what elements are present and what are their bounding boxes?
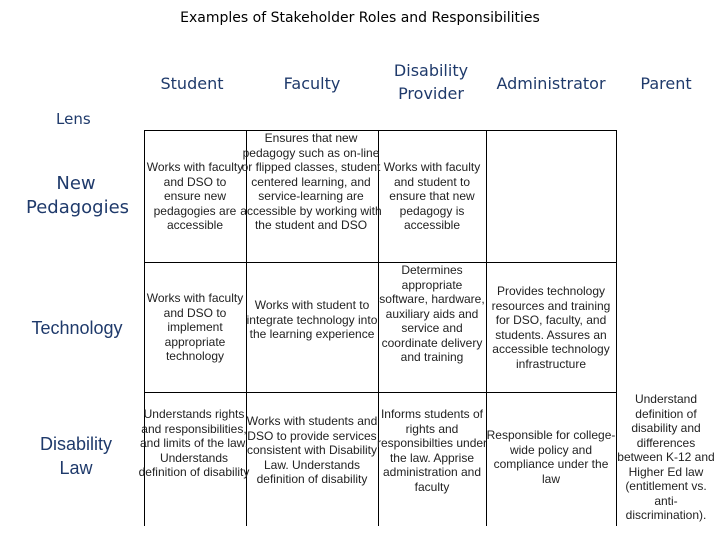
column-header-student: Student	[160, 74, 224, 93]
column-header-administrator: Administrator	[496, 74, 606, 93]
row-header-technology: Technology	[31, 318, 123, 338]
row-header-new-pedagogies: New Pedagogies	[26, 173, 130, 218]
cell-new-pedagogies-faculty: Ensures that new pedagogy such as on-line or flipped classes, student centered learning, and service-learning are accessible by working with the student and DSO	[240, 131, 382, 232]
column-header-disability-provider: Disability Provider	[393, 61, 469, 103]
cell-technology-student: Works with faculty and DSO to implement appropriate technology	[146, 291, 244, 363]
page-title: Examples of Stakeholder Roles and Responsibilities	[180, 10, 540, 26]
grid-line	[144, 392, 616, 393]
cell-disability-law-disability-provider: Informs students of rights and responsibilties under the law. Apprise administration and faculty	[376, 407, 488, 494]
cell-technology-administrator: Provides technology resources and training for DSO, faculty, and students. Assures an accessible technology infrastructure	[491, 284, 611, 371]
lens-label: Lens	[56, 110, 91, 128]
cell-new-pedagogies-disability-provider: Works with faculty and student to ensure that new pedagogy is accessible	[383, 160, 481, 232]
cell-disability-law-parent: Understand definition of disability and differences between K-12 and Higher Ed law (entitlement vs. anti-discrimination).	[617, 392, 715, 522]
cell-technology-disability-provider: Determines appropriate software, hardware, auxiliary aids and service and coordinate delivery and training	[379, 263, 485, 364]
cell-disability-law-faculty: Works with students and DSO to provide services consistent with Disability Law. Understands definition of disability	[246, 414, 378, 486]
cell-disability-law-administrator: Responsible for college-wide policy and compliance under the law	[486, 428, 616, 486]
cell-new-pedagogies-student: Works with faculty and DSO to ensure new pedagogies are accessible	[146, 160, 244, 232]
row-header-disability-law: Disability Law	[39, 434, 113, 478]
cell-disability-law-student: Understands rights and responsibilities, and limits of the law. Understands definition of disability	[138, 407, 250, 479]
column-header-faculty: Faculty	[283, 74, 341, 93]
cell-technology-faculty: Works with student to integrate technology into the learning experience	[246, 298, 378, 341]
column-header-parent: Parent	[640, 74, 692, 93]
